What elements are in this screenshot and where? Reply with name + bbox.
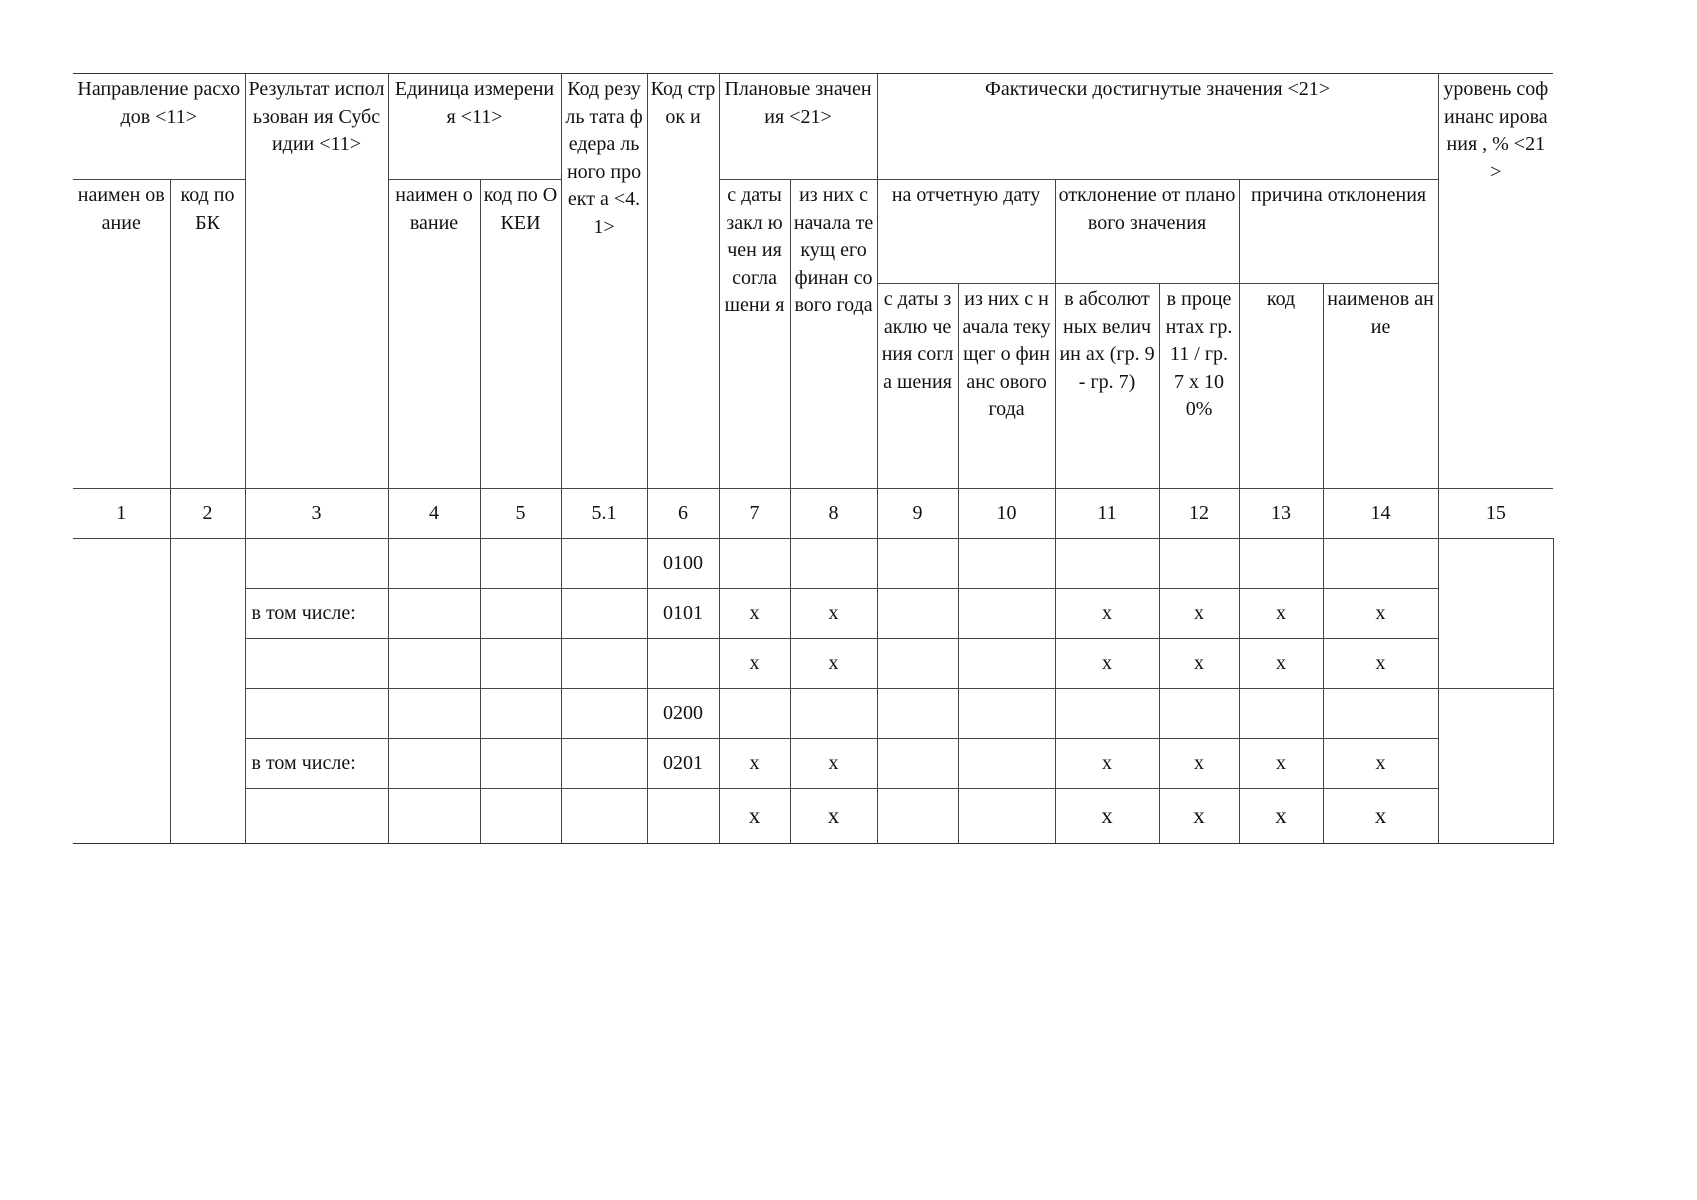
unit-name-cell[interactable]	[388, 739, 480, 789]
federal-project-code-cell[interactable]	[561, 539, 647, 589]
deviation-abs-cell: x	[1055, 739, 1159, 789]
reason-code-cell[interactable]	[1239, 689, 1323, 739]
header-unit: Единица измерения <11>	[388, 74, 561, 180]
reason-code-cell[interactable]	[1239, 539, 1323, 589]
unit-okei-cell[interactable]	[480, 739, 561, 789]
header-unit-name: наимен ование	[388, 180, 480, 489]
column-number: 1	[73, 489, 170, 539]
planned-from-agreement-cell: x	[719, 739, 790, 789]
reason-code-cell: x	[1239, 589, 1323, 639]
actual-from-agreement-cell[interactable]	[877, 739, 958, 789]
reason-code-cell: x	[1239, 639, 1323, 689]
deviation-abs-cell[interactable]	[1055, 689, 1159, 739]
result-cell[interactable]	[245, 689, 388, 739]
unit-okei-cell[interactable]	[480, 589, 561, 639]
column-number: 3	[245, 489, 388, 539]
planned-from-agreement-cell: x	[719, 589, 790, 639]
header-actual-on-date: на отчетную дату	[877, 180, 1055, 284]
header-actual-from-year: из них с начала текущег о финанс ового года	[958, 284, 1055, 489]
deviation-pct-cell: x	[1159, 789, 1239, 844]
column-number: 9	[877, 489, 958, 539]
column-number: 5.1	[561, 489, 647, 539]
actual-from-agreement-cell[interactable]	[877, 789, 958, 844]
header-reason: причина отклонения	[1239, 180, 1438, 284]
federal-project-code-cell[interactable]	[561, 689, 647, 739]
table-row	[73, 639, 1553, 689]
column-numbers-row	[73, 489, 1553, 539]
row-code-cell	[647, 639, 719, 689]
unit-name-cell[interactable]	[388, 689, 480, 739]
row-code-cell: 0101	[647, 589, 719, 639]
header-actual-from-agreement: с даты заклю чения согла шения	[877, 284, 958, 489]
cofinancing-cell[interactable]	[1438, 689, 1553, 844]
column-number: 5	[480, 489, 561, 539]
header-reason-name: наименов ание	[1323, 284, 1438, 489]
planned-from-agreement-cell[interactable]	[719, 539, 790, 589]
planned-from-agreement-cell: x	[719, 789, 790, 844]
header-unit-okei: код по ОКЕИ	[480, 180, 561, 489]
column-number: 8	[790, 489, 877, 539]
header-planned-from-agreement: с даты закл ючен ия согла шени я	[719, 180, 790, 489]
actual-from-agreement-cell[interactable]	[877, 639, 958, 689]
table-row	[73, 689, 1553, 739]
expense-code-cell[interactable]	[170, 539, 245, 844]
header-row-code: Код строк и	[647, 74, 719, 489]
actual-from-year-cell[interactable]	[958, 539, 1055, 589]
actual-from-year-cell[interactable]	[958, 789, 1055, 844]
result-cell[interactable]	[245, 639, 388, 689]
deviation-pct-cell: x	[1159, 639, 1239, 689]
deviation-abs-cell: x	[1055, 639, 1159, 689]
subsidy-results-table	[73, 73, 1554, 844]
actual-from-year-cell[interactable]	[958, 639, 1055, 689]
unit-name-cell[interactable]	[388, 789, 480, 844]
report-sheet	[73, 73, 1554, 844]
deviation-abs-cell: x	[1055, 589, 1159, 639]
actual-from-agreement-cell[interactable]	[877, 539, 958, 589]
expense-name-cell[interactable]	[73, 539, 170, 844]
column-number: 12	[1159, 489, 1239, 539]
actual-from-agreement-cell[interactable]	[877, 589, 958, 639]
planned-from-year-cell: x	[790, 739, 877, 789]
unit-name-cell[interactable]	[388, 639, 480, 689]
unit-name-cell[interactable]	[388, 589, 480, 639]
unit-name-cell[interactable]	[388, 539, 480, 589]
deviation-pct-cell: x	[1159, 589, 1239, 639]
planned-from-agreement-cell[interactable]	[719, 689, 790, 739]
column-number: 4	[388, 489, 480, 539]
row-code-cell: 0100	[647, 539, 719, 589]
unit-okei-cell[interactable]	[480, 639, 561, 689]
reason-name-cell: x	[1323, 739, 1438, 789]
result-cell[interactable]	[245, 789, 388, 844]
table-row	[73, 739, 1553, 789]
reason-name-cell[interactable]	[1323, 689, 1438, 739]
reason-name-cell: x	[1323, 589, 1438, 639]
header-deviation: отклонение от планового значения	[1055, 180, 1239, 284]
column-number: 6	[647, 489, 719, 539]
planned-from-year-cell: x	[790, 639, 877, 689]
header-expense-direction: Направление расходов <11>	[73, 74, 245, 180]
result-cell: в том числе:	[245, 739, 388, 789]
federal-project-code-cell[interactable]	[561, 639, 647, 689]
header-expense-name: наимен ование	[73, 180, 170, 489]
planned-from-year-cell[interactable]	[790, 689, 877, 739]
row-code-cell	[647, 789, 719, 844]
column-number: 14	[1323, 489, 1438, 539]
column-number: 13	[1239, 489, 1323, 539]
actual-from-year-cell[interactable]	[958, 689, 1055, 739]
header-planned-values: Плановые значения <21>	[719, 74, 877, 180]
table-row	[73, 589, 1553, 639]
header-planned-from-year: из них с начала текущ его финан сового года	[790, 180, 877, 489]
deviation-abs-cell: x	[1055, 789, 1159, 844]
federal-project-code-cell[interactable]	[561, 789, 647, 844]
deviation-pct-cell[interactable]	[1159, 689, 1239, 739]
header-cofinancing: уровень софинанс ирования , % <21>	[1438, 74, 1553, 489]
deviation-pct-cell[interactable]	[1159, 539, 1239, 589]
cofinancing-cell[interactable]	[1438, 539, 1553, 689]
federal-project-code-cell[interactable]	[561, 589, 647, 639]
reason-name-cell: x	[1323, 639, 1438, 689]
reason-name-cell: x	[1323, 789, 1438, 844]
header-deviation-pct: в проце нтах гр. 11 / гр. 7 x 100%	[1159, 284, 1239, 489]
deviation-abs-cell[interactable]	[1055, 539, 1159, 589]
reason-name-cell[interactable]	[1323, 539, 1438, 589]
table-row	[73, 789, 1553, 844]
unit-okei-cell[interactable]	[480, 789, 561, 844]
header-subsidy-result: Результат использован ия Субсидии <11>	[245, 74, 388, 489]
planned-from-year-cell: x	[790, 589, 877, 639]
federal-project-code-cell[interactable]	[561, 739, 647, 789]
column-number: 15	[1438, 489, 1553, 539]
header-actual-values: Фактически достигнутые значения <21>	[877, 74, 1438, 180]
actual-from-agreement-cell[interactable]	[877, 689, 958, 739]
planned-from-agreement-cell: x	[719, 639, 790, 689]
column-number: 7	[719, 489, 790, 539]
actual-from-year-cell[interactable]	[958, 589, 1055, 639]
unit-okei-cell[interactable]	[480, 539, 561, 589]
planned-from-year-cell: x	[790, 789, 877, 844]
planned-from-year-cell[interactable]	[790, 539, 877, 589]
reason-code-cell: x	[1239, 789, 1323, 844]
reason-code-cell: x	[1239, 739, 1323, 789]
column-number: 2	[170, 489, 245, 539]
header-expense-code: код по БК	[170, 180, 245, 489]
header-reason-code: код	[1239, 284, 1323, 489]
table-row	[73, 539, 1553, 589]
deviation-pct-cell: x	[1159, 739, 1239, 789]
actual-from-year-cell[interactable]	[958, 739, 1055, 789]
column-number: 11	[1055, 489, 1159, 539]
row-code-cell: 0200	[647, 689, 719, 739]
result-cell: в том числе:	[245, 589, 388, 639]
result-cell[interactable]	[245, 539, 388, 589]
header-federal-project-code: Код резуль тата федера льного проект а <4.1>	[561, 74, 647, 489]
row-code-cell: 0201	[647, 739, 719, 789]
column-number: 10	[958, 489, 1055, 539]
header-deviation-abs: в абсолют ных величин ах (гр. 9 - гр. 7)	[1055, 284, 1159, 489]
unit-okei-cell[interactable]	[480, 689, 561, 739]
